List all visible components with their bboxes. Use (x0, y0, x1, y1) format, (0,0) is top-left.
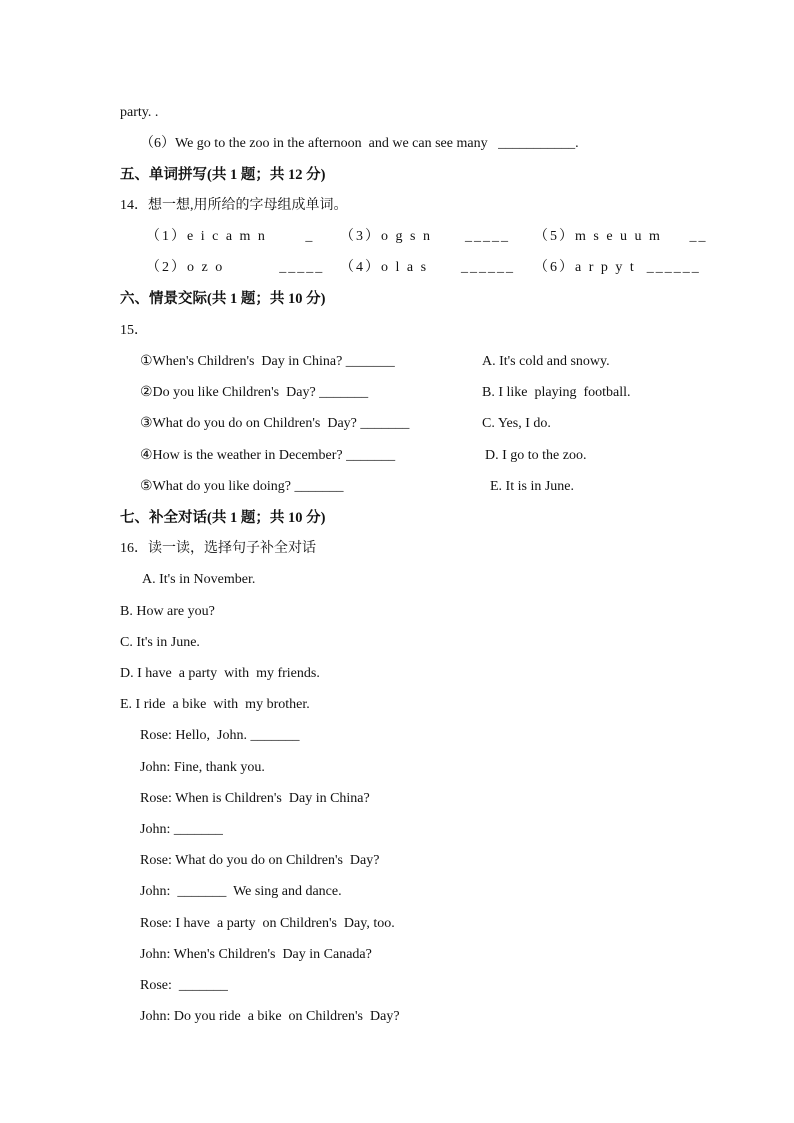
dialogue-line-6: John: _______ We sing and dance. (140, 884, 342, 899)
section-6-heading: 六、情景交际(共 1 题；共 10 分) (120, 291, 326, 307)
option-d: D. I have a party with my friends. (120, 666, 320, 681)
question-14-prompt: 14．想一想,用所给的字母组成单词。 (120, 198, 348, 213)
match-question-2: ②Do you like Children's Day? _______ (140, 385, 369, 400)
section-7-heading: 七、补全对话(共 1 题；共 10 分) (120, 510, 326, 526)
dialogue-line-10: John: Do you ride a bike on Children's Day? (140, 1009, 400, 1024)
dialogue-line-9: Rose: _______ (140, 978, 228, 993)
match-answer-e: E. It is in June. (490, 479, 574, 494)
dialogue-line-2: John: Fine, thank you. (140, 760, 265, 775)
match-question-1: ①When's Children's Day in China? _______ (140, 354, 395, 369)
question-13-item-6: （6）We go to the zoo in the afternoon and we can see many ___________. (140, 136, 579, 151)
word-item-5: （5）m s e u u m __ (534, 229, 708, 244)
option-e: E. I ride a bike with my brother. (120, 697, 310, 712)
match-question-4: ④How is the weather in December? _______ (140, 448, 396, 463)
option-b: B. How are you? (120, 604, 215, 619)
dialogue-line-3: Rose: When is Children's Day in China? (140, 791, 370, 806)
match-answer-b: B. I like playing football. (482, 385, 631, 400)
dialogue-line-5: Rose: What do you do on Children's Day? (140, 853, 380, 868)
match-question-5: ⑤What do you like doing? _______ (140, 479, 344, 494)
question-15-number: 15． (120, 323, 148, 338)
word-item-3: （3）o g s n _____ (340, 229, 510, 244)
dialogue-line-8: John: When's Children's Day in Canada? (140, 947, 372, 962)
match-question-3: ③What do you do on Children's Day? _______ (140, 416, 410, 431)
text-line-party: party. . (120, 105, 159, 120)
match-answer-d: D. I go to the zoo. (485, 448, 587, 463)
word-item-4: （4）o l a s ______ (340, 260, 516, 275)
dialogue-line-1: Rose: Hello, John. _______ (140, 728, 300, 743)
match-answer-c: C. Yes, I do. (482, 416, 551, 431)
dialogue-line-4: John: _______ (140, 822, 223, 837)
option-a: A. It's in November. (142, 572, 256, 587)
match-answer-a: A. It's cold and snowy. (482, 354, 610, 369)
dialogue-line-7: Rose: I have a party on Children's Day, too. (140, 916, 395, 931)
option-c: C. It's in June. (120, 635, 200, 650)
word-item-6: （6）a r p y t ______ (534, 260, 701, 275)
section-5-heading: 五、单词拼写(共 1 题；共 12 分) (120, 167, 326, 183)
word-item-1: （1）e i c a m n _ (146, 229, 315, 244)
question-16-prompt: 16．读一读，选择句子补全对话 (120, 541, 316, 556)
word-item-2: （2）o z o _____ (146, 260, 325, 275)
